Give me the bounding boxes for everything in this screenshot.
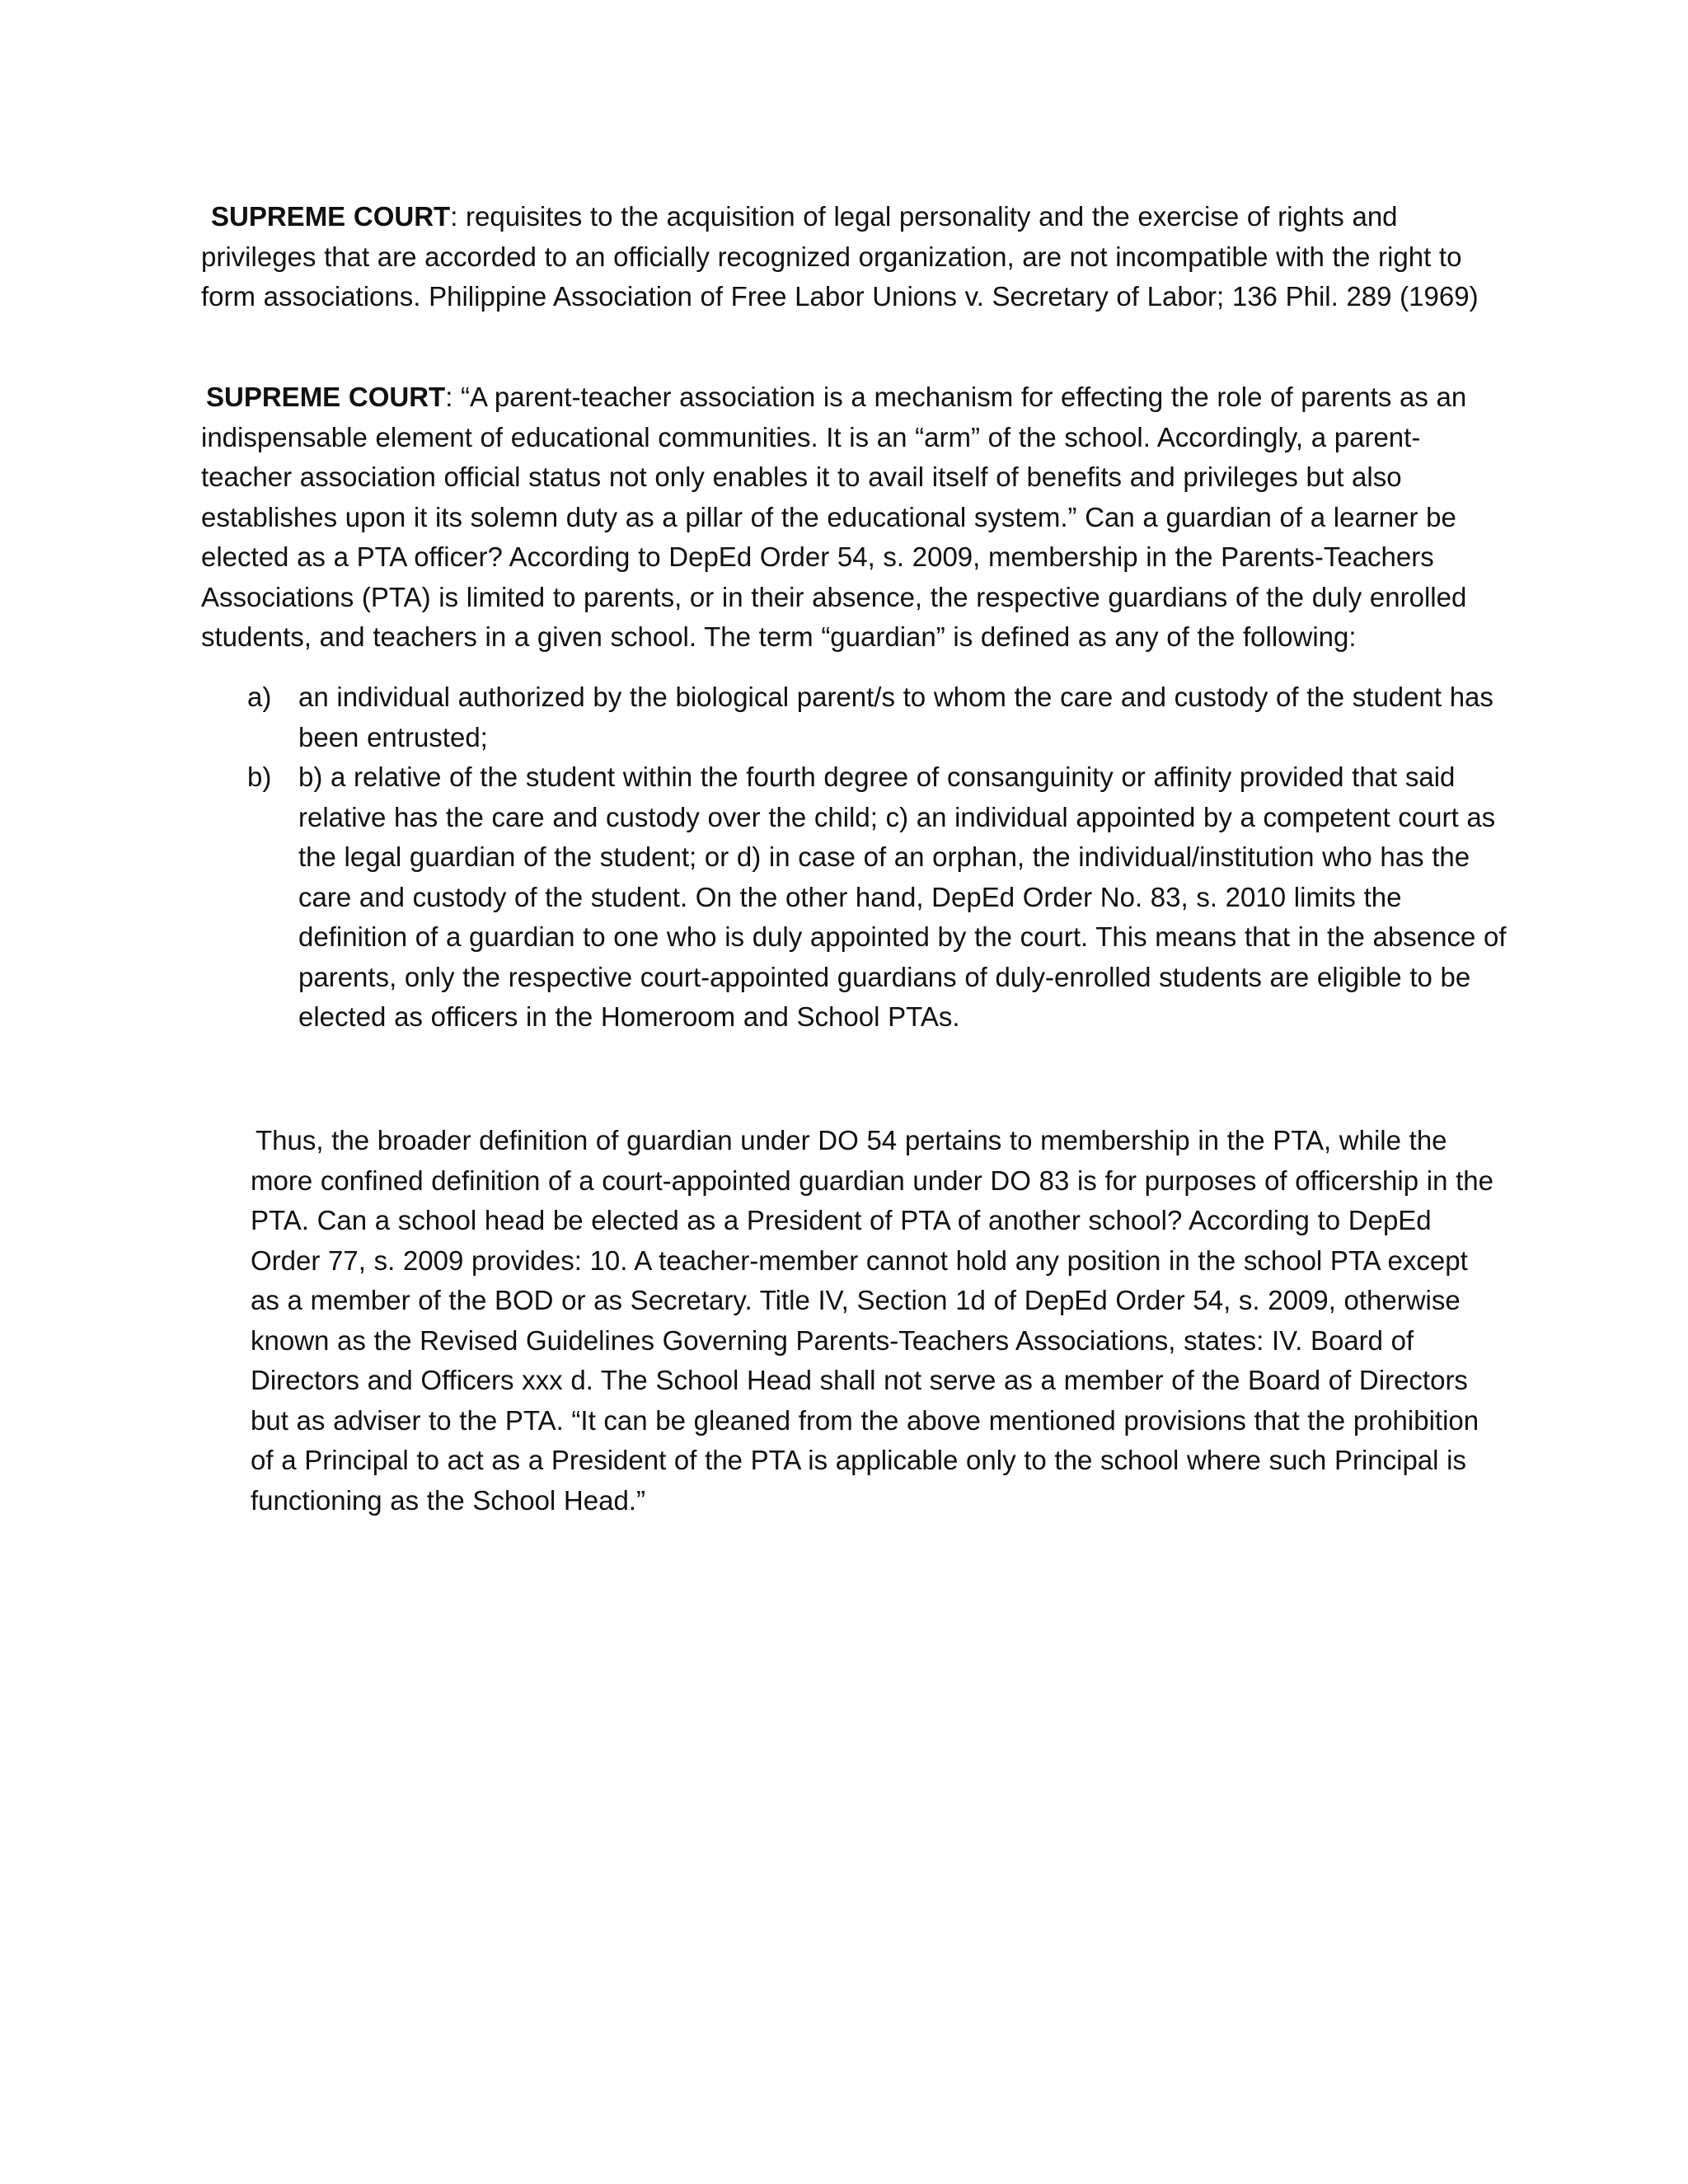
paragraph-supreme-court-1 <box>201 197 1503 317</box>
list-item <box>247 677 1517 757</box>
paragraph-body: : requisites to the acquisition of legal personality and the exercise of rights and privileges that are accorded to an officially recognized organization, are not incompatible with the right to form associations. Philippine Association of Free Labor Unions v. Secretary of Labor; 136 Phil. 289 (1969) <box>201 201 1479 312</box>
paragraph-conclusion <box>251 1121 1503 1521</box>
paragraph-lead-bold: SUPREME COURT <box>211 201 451 232</box>
list-marker: a) <box>247 682 272 712</box>
list-marker: b) <box>247 762 272 792</box>
paragraph-body: : “A parent-teacher association is a mechanism for effecting the role of parents as an indispensable element of educational communities. It is an “arm” of the school. Accordingly, a parent-teacher association official status not only enables it to avail itself of benefits and privileges but also establishes upon it its solemn duty as a pillar of the educational system.” Can a guardian of a learner be elected as a PTA officer? According to DepEd Order 54, s. 2009, membership in the Parents-Teachers Associations (PTA) is limited to parents, or in their absence, the respective guardians of the duly enrolled students, and teachers in a given school. The term “guardian” is defined as any of the following: <box>201 382 1467 652</box>
guardian-definition-list <box>247 677 1517 1038</box>
paragraph-supreme-court-2 <box>201 377 1503 658</box>
list-item-text: b) a relative of the student within the fourth degree of consanguinity or affinity provided that said relative has the care and custody over the child; c) an individual appointed by a competent court as the legal guardian of the student; or d) in case of an orphan, the individual/institution who has the care and custody of the student. On the other hand, DepEd Order No. 83, s. 2010 limits the definition of a guardian to one who is duly appointed by the court. This means that in the absence of parents, only the respective court-appointed guardians of duly-enrolled students are eligible to be elected as officers in the Homeroom and School PTAs. <box>298 762 1507 1032</box>
paragraph-lead-bold: SUPREME COURT <box>206 382 446 412</box>
paragraph-body: Thus, the broader definition of guardian under DO 54 pertains to membership in the PTA, while the more confined definition of a court-appointed guardian under DO 83 is for purposes of officership in the PTA. Can a school head be elected as a President of PTA of another school? According to DepEd Order 77, s. 2009 provides: 10. A teacher-member cannot hold any position in the school PTA except as a member of the BOD or as Secretary. Title IV, Section 1d of DepEd Order 54, s. 2009, otherwise known as the Revised Guidelines Governing Parents-Teachers Associations, states: IV. Board of Directors and Officers xxx d. The School Head shall not serve as a member of the Board of Directors but as adviser to the PTA. “It can be gleaned from the above mentioned provisions that the prohibition of a Principal to act as a President of the PTA is applicable only to the school where such Principal is functioning as the School Head.” <box>251 1125 1493 1516</box>
list-item <box>247 757 1517 1038</box>
list-item-text: an individual authorized by the biological parent/s to whom the care and custody of the student has been entrusted; <box>298 682 1493 752</box>
